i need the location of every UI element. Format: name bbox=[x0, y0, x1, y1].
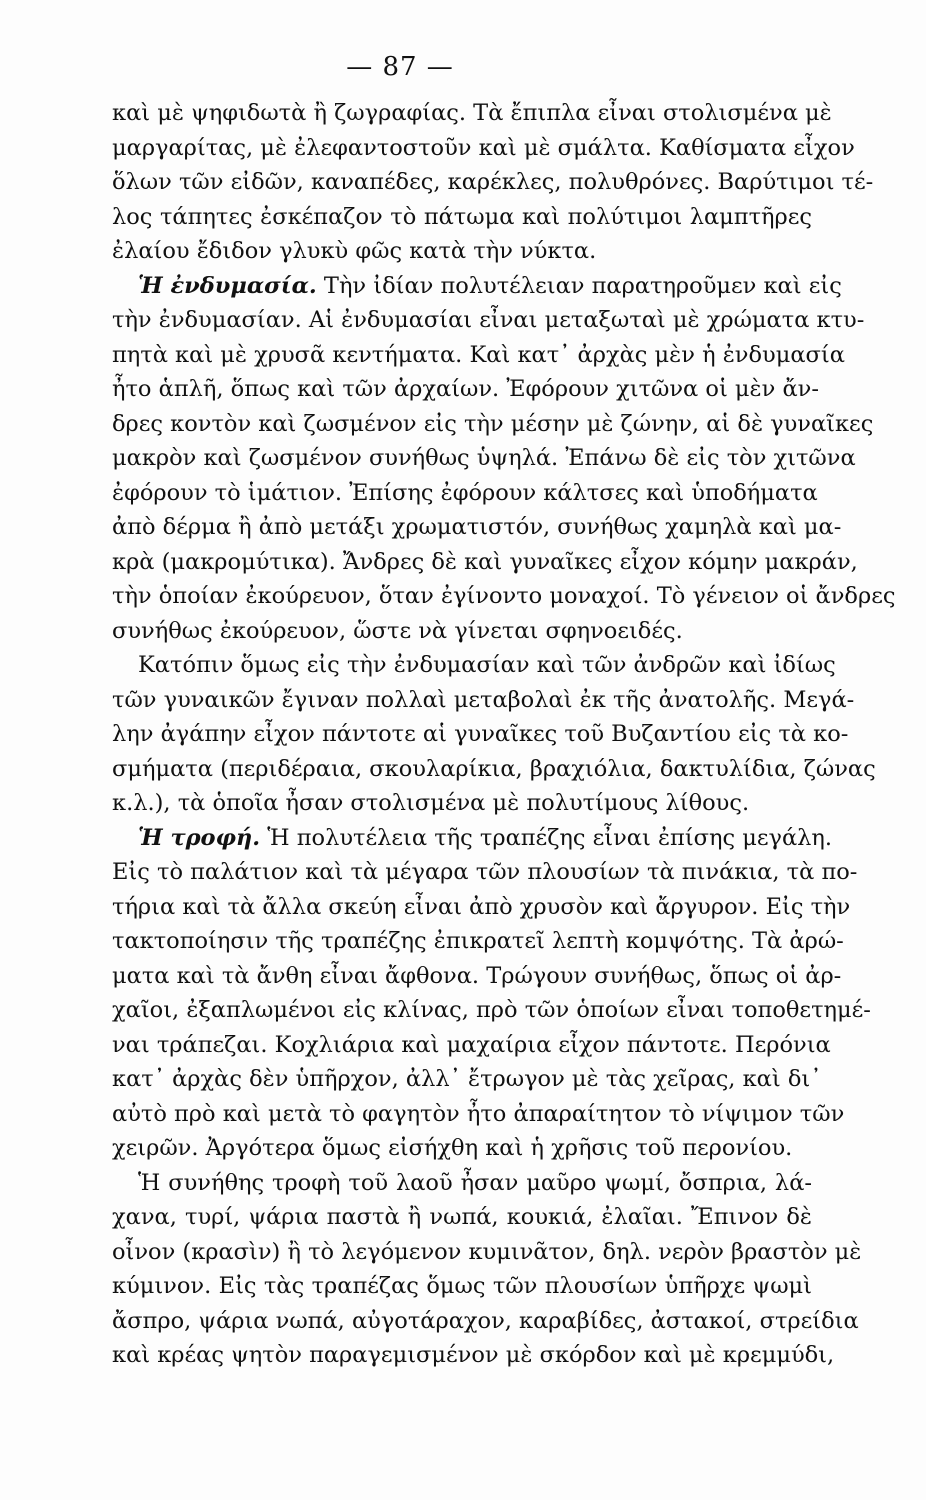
text-line bbox=[112, 165, 874, 200]
text-line bbox=[112, 1200, 812, 1235]
line-text: δρες κοντὸν καὶ ζωσμένον εἰς τὴν μέσην μὲ ζώνην, αἱ δὲ γυναῖκες bbox=[112, 410, 874, 437]
text-line bbox=[112, 545, 858, 580]
text-line bbox=[112, 269, 842, 304]
text-line bbox=[112, 1062, 822, 1097]
text-line bbox=[112, 752, 876, 787]
line-text: κατ᾽ ἀρχὰς δὲν ὑπῆρχον, ἀλλ᾽ ἔτρωγον μὲ τὰς χεῖρας, καὶ δι᾽ bbox=[112, 1066, 822, 1092]
text-line bbox=[112, 959, 842, 994]
line-text: Ἡ πολυτέλεια τῆς τραπέζης εἶναι ἐπίσης μεγάλη. bbox=[260, 824, 833, 851]
line-text: Τὴν ἰδίαν πολυτέλειαν παρατηροῦμεν καὶ εἰς bbox=[316, 272, 842, 299]
line-text: Κατόπιν ὅμως εἰς τὴν ἐνδυμασίαν καὶ τῶν ἀνδρῶν καὶ ἰδίως bbox=[138, 652, 836, 678]
line-text: ἐφόρουν τὸ ἱμάτιον. Ἐπίσης ἐφόρουν κάλτσες καὶ ὑποδήματα bbox=[112, 479, 818, 506]
line-text: χειρῶν. Ἀργότερα ὅμως εἰσήχθη καὶ ἡ χρῆσις τοῦ περονίου. bbox=[112, 1135, 793, 1161]
line-text: πητὰ καὶ μὲ χρυσᾶ κεντήματα. Καὶ κατ᾽ ἀρχὰς μὲν ἡ ἐνδυμασία bbox=[112, 341, 845, 368]
text-line bbox=[112, 131, 855, 166]
text-line bbox=[112, 821, 833, 856]
text-line bbox=[112, 1235, 862, 1270]
text-line bbox=[112, 890, 851, 925]
line-text: συνήθως ἐκούρευον, ὥστε νὰ γίνεται σφηνοειδές. bbox=[112, 617, 683, 644]
text-line bbox=[112, 579, 896, 614]
line-text: ναι τράπεζαι. Κοχλιάρια καὶ μαχαίρια εἶχον πάντοτε. Περόνια bbox=[112, 1031, 831, 1058]
text-line bbox=[112, 1166, 812, 1201]
line-text: κ.λ.), τὰ ὁποῖα ἦσαν στολισμένα μὲ πολυτίμους λίθους. bbox=[112, 790, 750, 816]
text-line bbox=[112, 1269, 812, 1304]
line-text: μαργαρίτας, μὲ ἐλεφαντοστοῦν καὶ μὲ σμάλτα. Καθίσματα εἶχον bbox=[112, 134, 855, 161]
body-text bbox=[112, 96, 896, 1373]
line-text: κύμινον. Εἰς τὰς τραπέζας ὅμως τῶν πλουσίων ὑπῆρχε ψωμὶ bbox=[112, 1273, 812, 1299]
text-line bbox=[112, 372, 819, 407]
text-line bbox=[112, 1338, 835, 1373]
text-line bbox=[112, 1097, 845, 1132]
text-line bbox=[112, 303, 865, 338]
line-text: Εἰς τὸ παλάτιον καὶ τὰ μέγαρα τῶν πλουσίων τὰ πινάκια, τὰ πο- bbox=[112, 859, 858, 885]
line-text: λην ἀγάπην εἶχον πάντοτε αἱ γυναῖκες τοῦ Βυζαντίου εἰς τὰ κο- bbox=[112, 721, 849, 747]
line-text: χανα, τυρί, ψάρια παστὰ ἢ νωπά, κουκιά, ἐλαῖαι. Ἔπινον δὲ bbox=[112, 1204, 812, 1230]
line-text: καὶ κρέας ψητὸν παραγεμισμένον μὲ σκόρδον καὶ μὲ κρεμμύδι, bbox=[112, 1342, 835, 1368]
line-text: ἐλαίου ἔδιδον γλυκὺ φῶς κατὰ τὴν νύκτα. bbox=[112, 238, 597, 264]
line-text: οἶνον (κρασὶν) ἢ τὸ λεγόμενον κυμινᾶτον, δηλ. νερὸν βραστὸν μὲ bbox=[112, 1238, 862, 1265]
text-line bbox=[112, 407, 874, 442]
text-line bbox=[112, 648, 836, 683]
section-heading: Ἡ ἐνδυμασία. bbox=[138, 272, 317, 299]
text-line bbox=[112, 786, 812, 821]
page-number: — 87 — bbox=[346, 52, 454, 82]
line-text: καὶ μὲ ψηφιδωτὰ ἢ ζωγραφίας. Τὰ ἔπιπλα εἶναι στολισμένα μὲ bbox=[112, 100, 832, 126]
text-line bbox=[112, 1304, 859, 1339]
line-text: ἦτο ἁπλῆ, ὅπως καὶ τῶν ἀρχαίων. Ἐφόρουν χιτῶνα οἱ μὲν ἄν- bbox=[112, 376, 819, 402]
line-text: χαῖοι, ἐξαπλωμένοι εἰς κλίνας, πρὸ τῶν ὁποίων εἶναι τοποθετημέ- bbox=[112, 997, 871, 1023]
text-line bbox=[112, 683, 855, 718]
line-text: κρὰ (μακρομύτικα). Ἄνδρες δὲ καὶ γυναῖκες εἶχον κόμην μακράν, bbox=[112, 548, 858, 575]
line-text: ἀπὸ δέρμα ἢ ἀπὸ μετάξι χρωματιστόν, συνήθως χαμηλὰ καὶ μα- bbox=[112, 514, 842, 540]
text-line bbox=[112, 614, 812, 649]
text-line bbox=[112, 1131, 812, 1166]
line-text: ματα καὶ τὰ ἄνθη εἶναι ἄφθονα. Τρώγουν συνήθως, ὅπως οἱ ἀρ- bbox=[112, 962, 842, 989]
line-text: τήρια καὶ τὰ ἄλλα σκεύη εἶναι ἀπὸ χρυσὸν καὶ ἄργυρον. Εἰς τὴν bbox=[112, 893, 851, 920]
text-line bbox=[112, 993, 871, 1028]
line-text: ὅλων τῶν εἰδῶν, καναπέδες, καρέκλες, πολυθρόνες. Βαρύτιμοι τέ- bbox=[112, 169, 874, 195]
text-line bbox=[112, 476, 818, 511]
text-line bbox=[112, 924, 844, 959]
text-line bbox=[112, 1028, 831, 1063]
text-line bbox=[112, 234, 812, 269]
line-text: τῶν γυναικῶν ἔγιναν πολλαὶ μεταβολαὶ ἐκ τῆς ἀνατολῆς. Μεγά- bbox=[112, 686, 855, 713]
line-text: τὴν ἐνδυμασίαν. Αἱ ἐνδυμασίαι εἶναι μεταξωταὶ μὲ χρώματα κτυ- bbox=[112, 307, 865, 333]
line-text: Ἡ συνήθης τροφὴ τοῦ λαοῦ ἦσαν μαῦρο ψωμί, ὄσπρια, λά- bbox=[138, 1169, 812, 1196]
line-text: τακτοποίησιν τῆς τραπέζης ἐπικρατεῖ λεπτὴ κομψότης. Τὰ ἀρώ- bbox=[112, 928, 844, 954]
line-text: ἄσπρο, ψάρια νωπά, αὐγοτάραχον, καραβίδες, ἀστακοί, στρείδια bbox=[112, 1307, 859, 1334]
text-line bbox=[112, 855, 858, 890]
text-line bbox=[112, 510, 842, 545]
line-text: σμήματα (περιδέραια, σκουλαρίκια, βραχιόλια, δακτυλίδια, ζώνας bbox=[112, 755, 876, 782]
text-line bbox=[112, 96, 832, 131]
text-line bbox=[112, 200, 812, 235]
line-text: μακρὸν καὶ ζωσμένον συνήθως ὑψηλά. Ἐπάνω δὲ εἰς τὸν χιτῶνα bbox=[112, 445, 856, 471]
line-text: αὐτὸ πρὸ καὶ μετὰ τὸ φαγητὸν ἦτο ἀπαραίτητον τὸ νίψιμον τῶν bbox=[112, 1100, 845, 1127]
text-line bbox=[112, 717, 849, 752]
line-text: τὴν ὁποίαν ἐκούρευον, ὅταν ἐγίνοντο μοναχοί. Τὸ γένειον οἱ ἄνδρες bbox=[112, 583, 896, 609]
text-line bbox=[112, 441, 856, 476]
line-text: λος τάπητες ἐσκέπαζον τὸ πάτωμα καὶ πολύτιμοι λαμπτῆρες bbox=[112, 203, 812, 230]
text-line bbox=[112, 338, 845, 373]
section-heading: Ἡ τροφή. bbox=[138, 824, 261, 851]
